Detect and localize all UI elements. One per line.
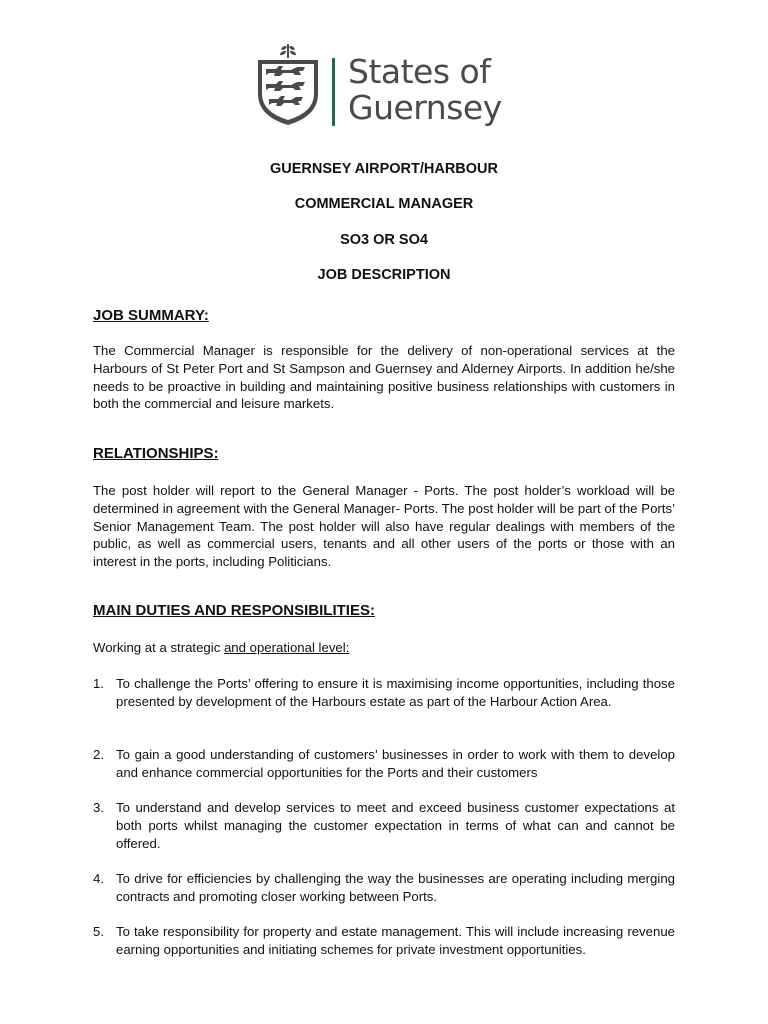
list-item-number: 2. <box>93 747 104 762</box>
list-item <box>93 675 675 711</box>
list-item-number: 4. <box>93 871 104 886</box>
duties-intro <box>93 639 349 657</box>
list-item-text: To understand and develop services to meet and exceed business customer expectations at both ports whilst managing the customer expectation in terms of what can and cannot be offered. <box>116 800 675 851</box>
header-line-2: COMMERCIAL MANAGER <box>294 196 474 212</box>
duties-intro-plain: Working at a strategic <box>93 640 224 655</box>
logo-divider <box>332 58 335 126</box>
list-item <box>93 799 675 852</box>
duties-intro-underlined: and operational level: <box>223 640 350 655</box>
logo-wordmark <box>348 54 502 126</box>
states-of-guernsey-logo <box>252 40 522 140</box>
logo-line-2: Guernsey <box>348 88 502 127</box>
list-item-text: To challenge the Ports’ offering to ensure it is maximising income opportunities, including those presented by development of the Harbours estate as part of the Harbour Action Area. <box>116 676 675 709</box>
header-line-3: SO3 OR SO4 <box>340 232 428 248</box>
main-duties-heading: MAIN DUTIES AND RESPONSIBILITIES: <box>93 602 375 619</box>
job-summary-heading: JOB SUMMARY: <box>93 307 209 324</box>
list-item-number: 5. <box>93 924 104 939</box>
header-line-4: JOB DESCRIPTION <box>317 267 451 283</box>
list-item <box>93 746 675 782</box>
list-item-number: 1. <box>93 676 104 691</box>
header-line-1: GUERNSEY AIRPORT/HARBOUR <box>270 161 498 177</box>
logo-line-1: States of <box>348 52 491 91</box>
list-item-number: 3. <box>93 800 104 815</box>
job-summary-text: The Commercial Manager is responsible for the delivery of non-operational services at the Harbours of St Peter Port and St Sampson and Guernsey and Alderney Airports. In addition he/she needs to be proactive in building and maintaining positive business relationships with customers in both the commercial and leisure markets. <box>93 343 675 412</box>
list-item-text: To drive for efficiencies by challenging the way the businesses are operating including merging contracts and promoting closer working between Ports. <box>116 871 675 904</box>
list-item-text: To gain a good understanding of customers’ businesses in order to work with them to develop and enhance commercial opportunities for the Ports and their customers <box>116 747 675 780</box>
three-lions-crest-icon <box>252 44 324 126</box>
list-item-text: To take responsibility for property and estate management. This will include increasing revenue earning opportunities and initiating schemes for private investment opportunities. <box>116 924 675 957</box>
list-item <box>93 870 675 906</box>
relationships-text: The post holder will report to the General Manager - Ports. The post holder’s workload will be determined in agreement with the General Manager- Ports. The post holder will be part of the Ports’ Senior Management Team. The post holder will also have regular dealings with members of the public, as well as commercial users, tenants and all other users of the ports or those with an interest in the ports, including Politicians. <box>93 483 675 570</box>
list-item <box>93 923 675 959</box>
relationships-heading: RELATIONSHIPS: <box>93 445 219 462</box>
